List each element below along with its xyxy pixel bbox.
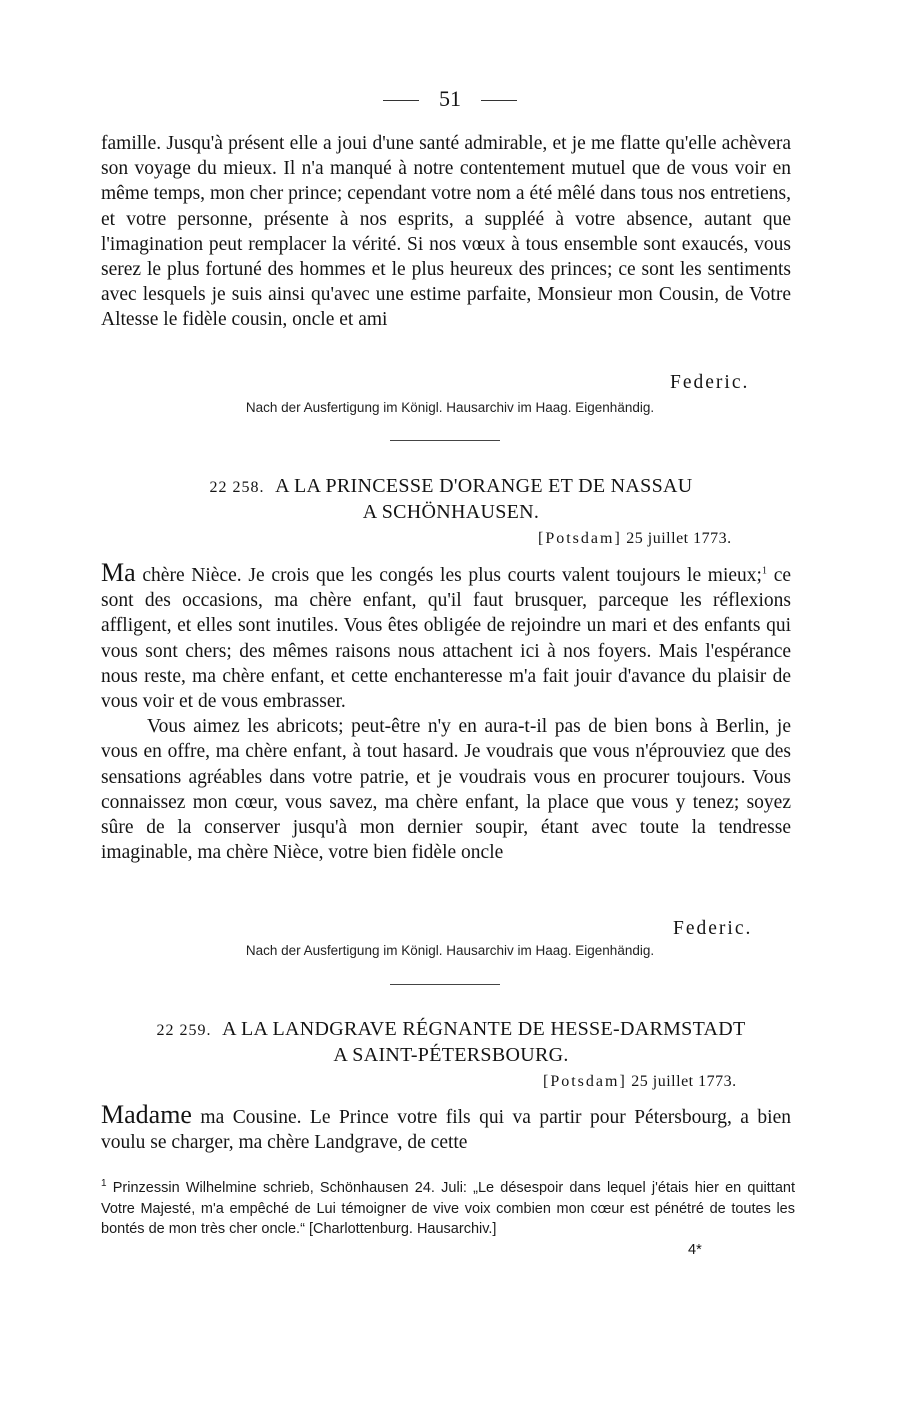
header-dash-right xyxy=(481,100,517,101)
letter-number: 22 258. xyxy=(209,479,265,496)
letter-title-line2: A SCHÖNHAUSEN. xyxy=(362,501,540,523)
letter-paragraph xyxy=(101,560,791,714)
paragraph-text: ce sont des occasions, ma chère enfant, qu'il faut brusquer, parceque les réflexions affligent, et elles sont inutiles. Vous êtes obligée de rejoindre un mari et des enfants qui vous sont chers; des mêmes raisons nous attachent ici à nos foyers. Mais l'espérance nous reste, ma chère enfant, et cette enchanteresse m'a fait jouir d'avance du plaisir de vous voir et de vous embrasser. xyxy=(101,565,792,713)
letter-continuation-text: famille. Jusqu'à présent elle a joui d'une santé admirable, et je me flatte qu'elle achèvera son voyage du mieux. Il n'a manqué à notre contentement mutuel que de vous voir en même temps, mon cher prince; cependant votre nom a été mêlé dans tous nos entretiens, et votre personne, présente à nos esprits, a suppléé à votre absence, autant que l'imagination peut remplacer la vérité. Si nos vœux à tous ensemble sont exaucés, vous serez le plus fortuné des hommes et le plus heureux des princes; ce sont les sentiments avec lesquels je suis ainsi qu'avec une estime parfaite, Monsieur mon Cousin, de Votre Altesse le fidèle cousin, oncle et ami xyxy=(101,133,791,331)
source-note: Nach der Ausfertigung im Königl. Hausarchiv im Haag. Eigenhändig. xyxy=(245,400,655,415)
letter-number: 22 259. xyxy=(156,1022,212,1039)
letter-paragraph xyxy=(101,1102,791,1155)
letter-title-line1: A LA LANDGRAVE RÉGNANTE DE HESSE-DARMSTADT xyxy=(222,1018,746,1040)
section-divider xyxy=(390,440,500,441)
dateline xyxy=(538,530,732,548)
dateline-date: 25 juillet 1773. xyxy=(631,1073,737,1090)
footnote xyxy=(101,1178,795,1240)
signature: Federic. xyxy=(673,918,753,939)
footnote-reference: 1 xyxy=(761,565,767,577)
salutation-initial: Madame xyxy=(101,1100,192,1129)
page-header xyxy=(0,86,900,112)
signature-mark: 4* xyxy=(688,1242,702,1258)
dateline-place: [Potsdam] xyxy=(543,1073,627,1090)
header-dash-left xyxy=(383,100,419,101)
paragraph-text: ma Cousine. Le Prince votre fils qui va partir pour Pétersbourg, a bien voulu se charger, ma chère Landgrave, de cette xyxy=(101,1107,791,1154)
letter-title-line2: A SAINT-PÉTERSBOURG. xyxy=(333,1044,569,1066)
letter-continuation-body xyxy=(101,131,791,333)
footnote-mark: 1 xyxy=(101,1178,107,1190)
letter-heading xyxy=(101,1017,801,1068)
source-note: Nach der Ausfertigung im Königl. Hausarchiv im Haag. Eigenhändig. xyxy=(245,943,655,958)
paragraph-text: chère Nièce. Je crois que les congés les plus courts valent toujours le mieux; xyxy=(135,565,762,586)
section-divider xyxy=(390,984,500,985)
dateline-place: [Potsdam] xyxy=(538,530,622,547)
letter-body xyxy=(101,560,791,865)
dateline-date: 25 juillet 1773. xyxy=(626,530,732,547)
letter-heading xyxy=(101,474,801,525)
letter-paragraph: Vous aimez les abricots; peut-être n'y en aura-t-il pas de bien bons à Berlin, je vous en offre, ma chère enfant, à tout hasard. Je voudrais que vous n'éprouviez que des sensations agréables dans votre patrie, et je voudrais vous en procurer toujours. Vous connaissez mon cœur, vous savez, ma chère enfant, la place que vous y tenez; soyez sûre de la conserver jusqu'à mon dernier soupir, étant avec toute la tendresse imaginable, ma chère Nièce, votre bien fidèle oncle xyxy=(101,716,791,864)
letter-title-line1: A LA PRINCESSE D'ORANGE ET DE NASSAU xyxy=(275,475,693,497)
dateline xyxy=(543,1073,737,1091)
letter-body xyxy=(101,1102,791,1155)
signature: Federic. xyxy=(670,372,750,393)
page-number: 51 xyxy=(439,86,461,111)
footnote-text: Prinzessin Wilhelmine schrieb, Schönhausen 24. Juli: „Le désespoir dans lequel j'étais hier en quittant Votre Majesté, m'a empêché de Lui témoigner de vive voix combien mon cœur est pénétré de toutes les bontés de mon très cher oncle.“ [Charlottenburg. Hausarchiv.] xyxy=(101,1180,795,1237)
salutation-initial: Ma xyxy=(101,558,136,587)
